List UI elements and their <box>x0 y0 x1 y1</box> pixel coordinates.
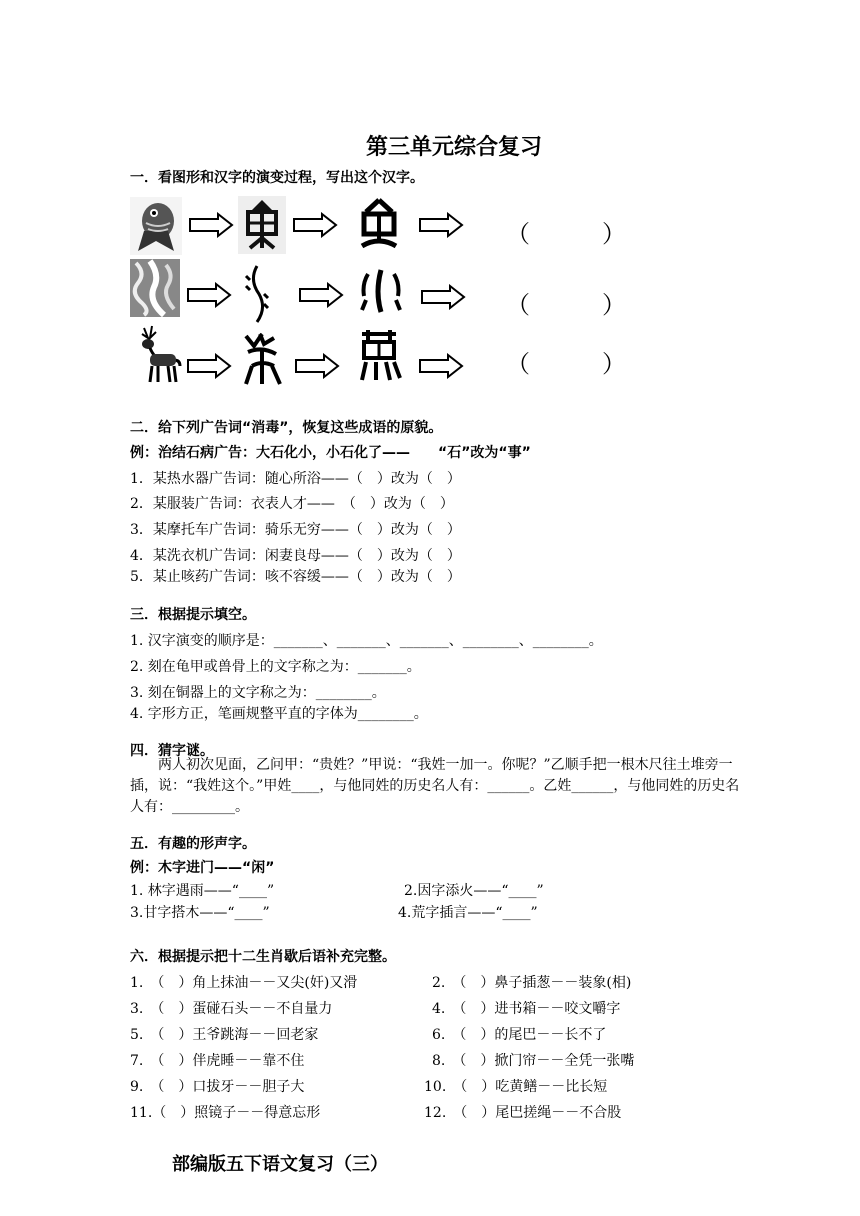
arrow-right-icon <box>418 353 464 383</box>
page-title: 第三单元综合复习 <box>366 135 543 160</box>
arrow-right-icon <box>420 284 466 314</box>
list-item[interactable]: 4. 字形方正，笔画规整平直的字体为________。 <box>130 706 428 722</box>
arrow-right-icon <box>188 212 234 242</box>
arrow-right-icon <box>186 282 232 312</box>
list-item: 1．某热水器广告词：随心所浴——（ ）改为（ ） <box>130 471 461 487</box>
arrow-right-icon <box>186 353 232 383</box>
list-item: 9. （ ）口拔牙－－胆子大 <box>130 1079 305 1095</box>
list-item: 4. （ ）进书箱－－咬文嚼字 <box>432 1001 621 1017</box>
water-pictograph-icon <box>130 259 180 321</box>
list-item: 3. （ ）蛋碰石头－－不自量力 <box>130 1001 333 1017</box>
list-item[interactable]: 2.因字添火——“____” <box>404 883 544 899</box>
section5-example: 例：木字进门——“闲” <box>130 860 275 876</box>
list-item[interactable]: 3.甘字搭木——“____” <box>130 905 270 921</box>
fish-pictograph-icon <box>130 197 182 259</box>
water-seal-glyph-icon <box>356 266 406 320</box>
arrow-right-icon <box>418 212 464 242</box>
deer-oracle-glyph-icon <box>238 330 286 392</box>
list-item: 2．某服装广告词：衣表人才—— （ ）改为（ ） <box>130 496 454 512</box>
answer-parentheses[interactable]: （ ） <box>506 220 626 248</box>
section4-heading: 四．猜字谜。 <box>130 743 214 759</box>
section3-heading: 三．根据提示填空。 <box>130 607 256 623</box>
list-item: 11.（ ）照镜子－－得意忘形 <box>130 1105 321 1121</box>
deer-pictograph-icon <box>130 324 182 390</box>
answer-parentheses[interactable]: （ ） <box>506 291 626 319</box>
list-item[interactable]: 4.荒字插言——“____” <box>398 905 538 921</box>
list-item: 4．某洗衣机广告词：闲妻良母——（ ）改为（ ） <box>130 548 461 564</box>
list-item: 6. （ ）的尾巴－－长不了 <box>432 1027 607 1043</box>
list-item: 7. （ ）伴虎睡－－靠不住 <box>130 1053 305 1069</box>
list-item: 5．某止咳药广告词：咳不容缓——（ ）改为（ ） <box>130 569 461 585</box>
list-item: 10. （ ）吃黄鳝－－比长短 <box>424 1079 608 1095</box>
arrow-right-icon <box>292 212 338 242</box>
list-item[interactable]: 1. 林字遇雨——“____” <box>130 883 275 899</box>
list-item: 5. （ ）王爷跳海－－回老家 <box>130 1027 319 1043</box>
section1-heading: 一．看图形和汉字的演变过程，写出这个汉字。 <box>130 170 424 186</box>
list-item[interactable]: 3. 刻在铜器上的文字称之为：________。 <box>130 685 386 701</box>
answer-parentheses[interactable]: （ ） <box>506 350 626 378</box>
arrow-right-icon <box>294 353 340 383</box>
list-item: 12. （ ）尾巴搓绳－－不合股 <box>424 1105 622 1121</box>
fish-oracle-glyph-icon <box>238 196 286 258</box>
list-item: 1. （ ）角上抹油－－又尖(奸)又滑 <box>130 975 358 991</box>
section2-example: 例：治结石病广告：大石化小，小石化了—— “石”改为“事” <box>130 445 531 461</box>
footer-title: 部编版五下语文复习（三） <box>172 1154 388 1175</box>
list-item[interactable]: 2. 刻在龟甲或兽骨上的文字称之为：_______。 <box>130 659 421 675</box>
arrow-right-icon <box>298 282 344 312</box>
list-item[interactable]: 1. 汉字演变的顺序是：_______、_______、_______、________、________。 <box>130 633 603 649</box>
deer-seal-glyph-icon <box>354 328 404 388</box>
section2-heading: 二．给下列广告词“消毒”，恢复这些成语的原貌。 <box>130 420 443 436</box>
fish-seal-glyph-icon <box>354 196 404 258</box>
water-oracle-glyph-icon <box>242 264 272 328</box>
riddle-paragraph: 两人初次见面，乙问甲：“贵姓？”甲说：“我姓一加一。你呢？”乙顺手把一根木尺往土堆旁一插，说：“我姓这个。”甲姓____，与他同姓的历史名人有：______。乙姓______，与他同姓的历史名人有：_________。 <box>130 757 740 815</box>
list-item: 3．某摩托车广告词：骑乐无穷——（ ）改为（ ） <box>130 522 461 538</box>
list-item: 2. （ ）鼻子插葱－－装象(相) <box>432 975 632 991</box>
section6-heading: 六．根据提示把十二生肖歇后语补充完整。 <box>130 949 396 965</box>
list-item: 8. （ ）掀门帘－－全凭一张嘴 <box>432 1053 635 1069</box>
section5-heading: 五．有趣的形声字。 <box>130 836 256 852</box>
